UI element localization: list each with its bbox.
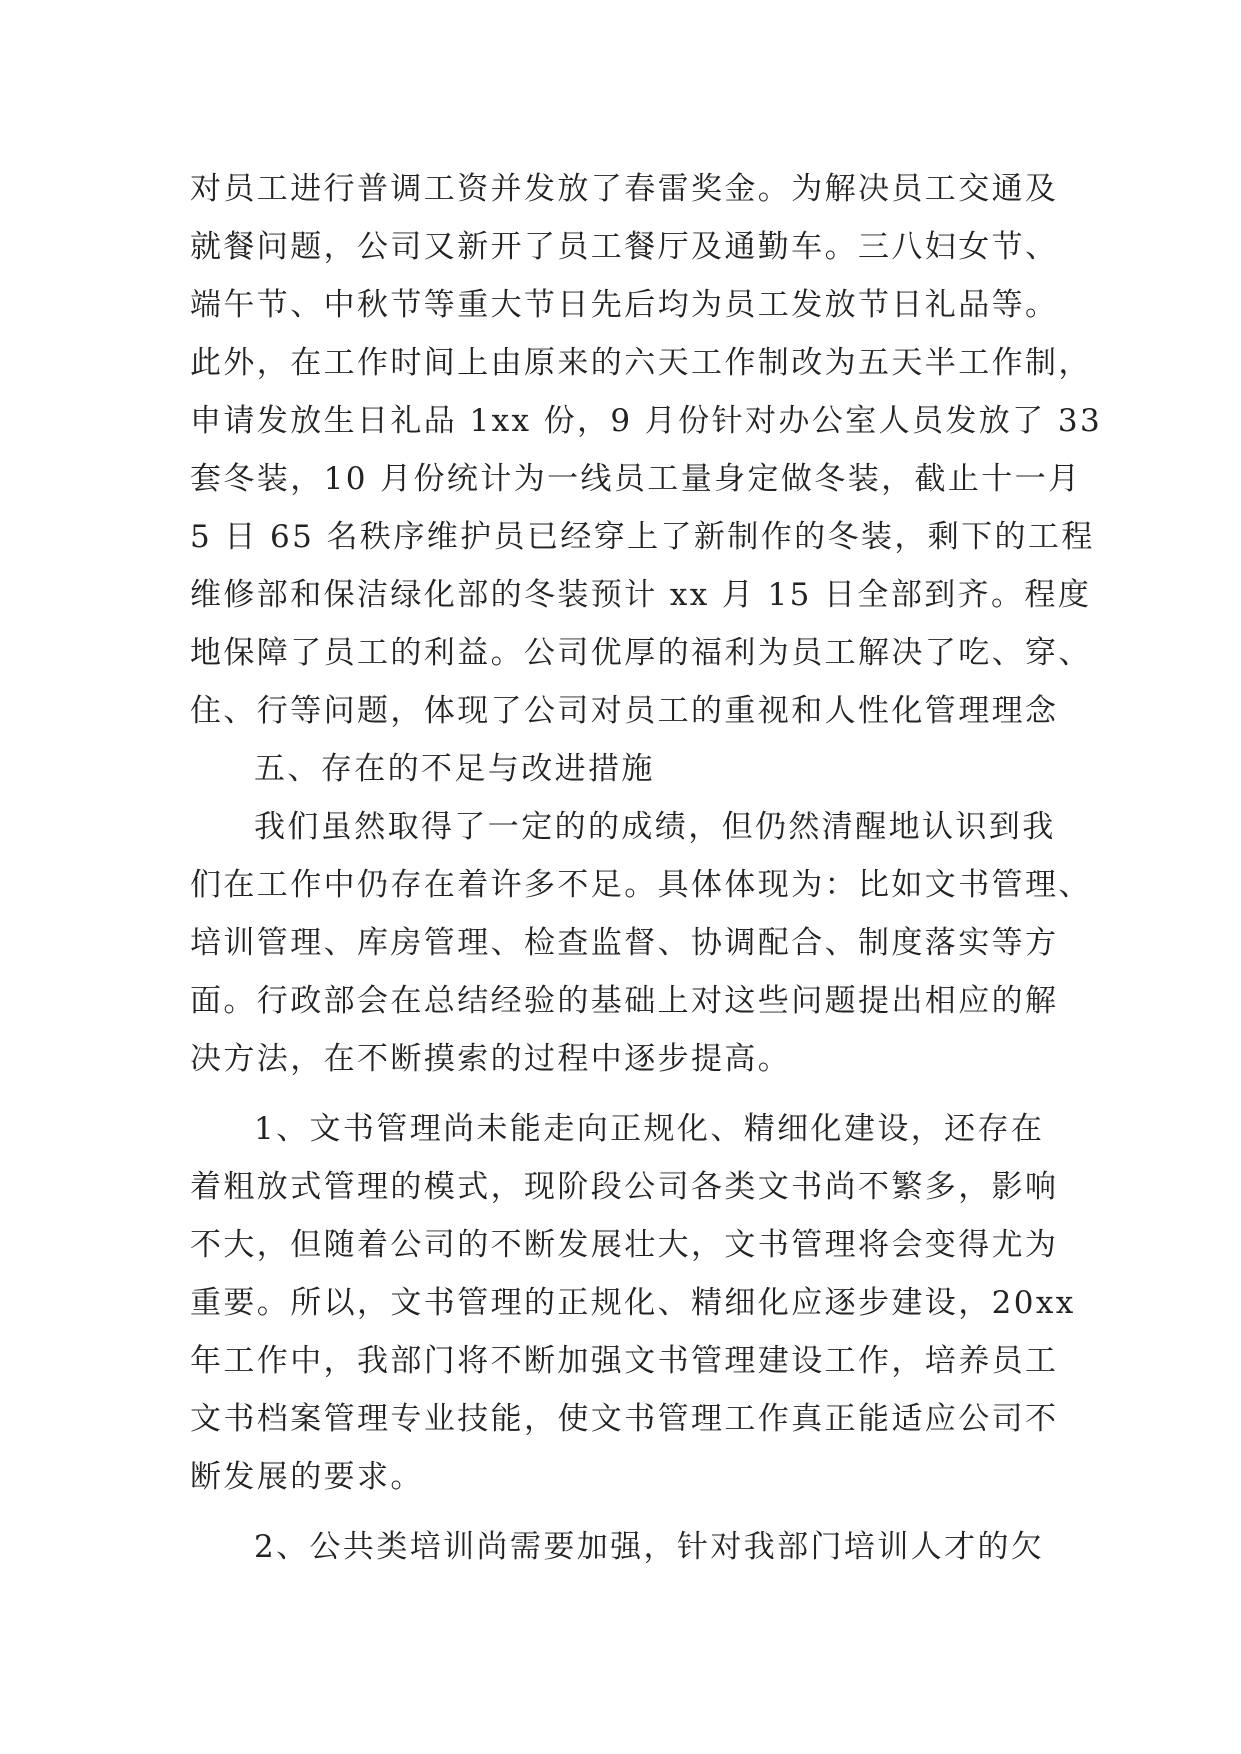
text-line: 就餐问题，公司又新开了员工餐厅及通勤车。三八妇女节、 (190, 229, 1059, 265)
text-line: 培训管理、库房管理、检查监督、协调配合、制度落实等方 (190, 925, 1059, 961)
section-heading: 五、存在的不足与改进措施 (254, 751, 655, 787)
text-line: 们在工作中仍存在着许多不足。具体体现为：比如文书管理、 (190, 867, 1092, 903)
text-line: 文书档案管理专业技能，使文书管理工作真正能适应公司不 (190, 1401, 1059, 1437)
text-line: 套冬装，10 月份统计为一线员工量身定做冬装，截止十一月 (190, 461, 1082, 497)
text-line: 此外，在工作时间上由原来的六天工作制改为五天半工作制， (190, 345, 1092, 381)
paragraph-first-line: 2、公共类培训尚需要加强，针对我部门培训人才的欠 (254, 1529, 1045, 1565)
text-line: 申请发放生日礼品 1xx 份，9 月份针对办公室人员发放了 33 (190, 403, 1103, 439)
text-line: 不大，但随着公司的不断发展壮大，文书管理将会变得尤为 (190, 1227, 1059, 1263)
text-line: 端午节、中秋节等重大节日先后均为员工发放节日礼品等。 (190, 287, 1059, 323)
text-line: 决方法，在不断摸索的过程中逐步提高。 (190, 1041, 792, 1077)
text-line: 着粗放式管理的模式，现阶段公司各类文书尚不繁多，影响 (190, 1169, 1059, 1205)
text-line: 面。行政部会在总结经验的基础上对这些问题提出相应的解 (190, 983, 1059, 1019)
paragraph-first-line: 1、文书管理尚未能走向正规化、精细化建设，还存在 (254, 1111, 1045, 1147)
text-line: 5 日 65 名秩序维护员已经穿上了新制作的冬装，剩下的工程 (190, 519, 1095, 555)
text-line: 重要。所以，文书管理的正规化、精细化应逐步建设，20xx (190, 1285, 1076, 1321)
text-line: 地保障了员工的利益。公司优厚的福利为员工解决了吃、穿、 (190, 635, 1092, 671)
paragraph-first-line: 我们虽然取得了一定的的成绩，但仍然清醒地认识到我 (254, 809, 1056, 845)
text-line: 年工作中，我部门将不断加强文书管理建设工作，培养员工 (190, 1343, 1059, 1379)
text-line: 对员工进行普调工资并发放了春雷奖金。为解决员工交通及 (190, 171, 1059, 207)
document-body (190, 160, 1103, 1576)
text-line: 住、行等问题，体现了公司对员工的重视和人性化管理理念 (190, 693, 1059, 729)
text-line: 维修部和保洁绿化部的冬装预计 xx 月 15 日全部到齐。程度 (190, 577, 1092, 613)
text-line: 断发展的要求。 (190, 1459, 424, 1495)
